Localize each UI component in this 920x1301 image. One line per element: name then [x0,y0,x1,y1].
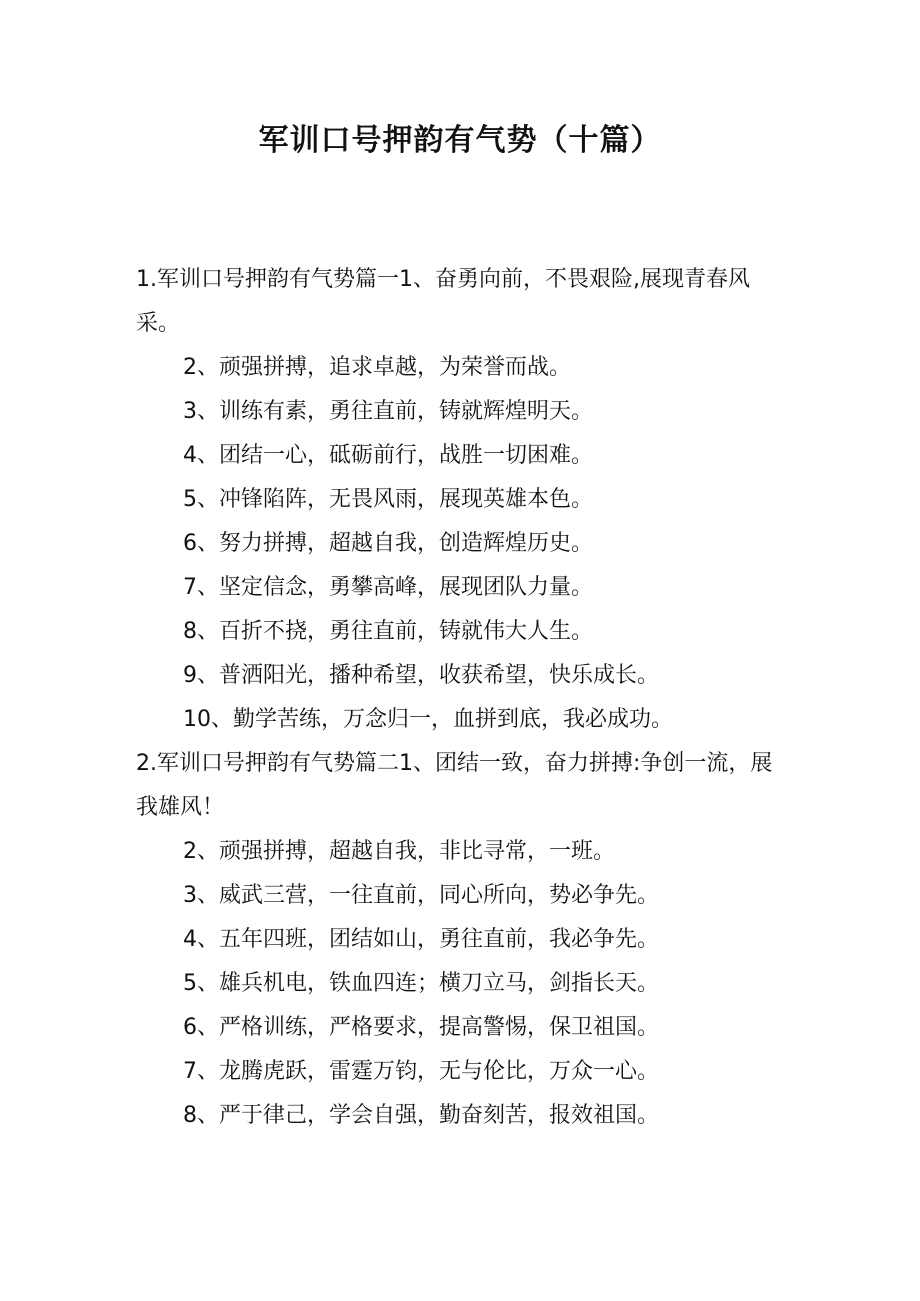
slogan-line: 8、百折不挠，勇往直前，铸就伟大人生。 [183,619,593,644]
slogan-line: 2、顽强拼搏，超越自我，非比寻常，一班。 [183,839,615,864]
slogan-line: 2、顽强拼搏，追求卓越，为荣誉而战。 [183,355,571,380]
document-body [136,258,784,1138]
slogan-line: 3、训练有素，勇往直前，铸就辉煌明天。 [183,399,593,424]
slogan-line: 4、团结一心，砥砺前行，战胜一切困难。 [183,443,593,468]
slogan-line: 5、冲锋陷阵，无畏风雨，展现英雄本色。 [183,487,593,512]
slogan-line: 7、坚定信念，勇攀高峰，展现团队力量。 [183,575,593,600]
section-1 [136,258,784,742]
slogan-line: 6、努力拼搏，超越自我，创造辉煌历史。 [183,531,593,556]
slogan-line: 9、普洒阳光，播种希望，收获希望，快乐成长。 [183,663,659,688]
section-2 [136,742,784,1138]
slogan-line: 5、雄兵机电，铁血四连；横刀立马，剑指长天。 [183,971,659,996]
slogan-line: 6、严格训练，严格要求，提高警惕，保卫祖国。 [183,1015,659,1040]
slogan-line: 7、龙腾虎跃，雷霆万钧，无与伦比，万众一心。 [183,1059,659,1084]
page-title: 军训口号押韵有气势（十篇） [258,123,662,158]
section-lead: 2.军训口号押韵有气势篇二1、团结一致，奋力拼搏:争创一流，展我雄风！ [136,751,773,820]
section-lead: 1.军训口号押韵有气势篇一1、奋勇向前，不畏艰险,展现青春风采。 [136,267,750,336]
slogan-line: 8、严于律己，学会自强，勤奋刻苦，报效祖国。 [183,1103,659,1128]
slogan-line: 3、威武三营，一往直前，同心所向，势必争先。 [183,883,659,908]
slogan-line: 10、勤学苦练，万念归一，血拼到底，我必成功。 [183,707,673,732]
slogan-line: 4、五年四班，团结如山，勇往直前，我必争先。 [183,927,659,952]
